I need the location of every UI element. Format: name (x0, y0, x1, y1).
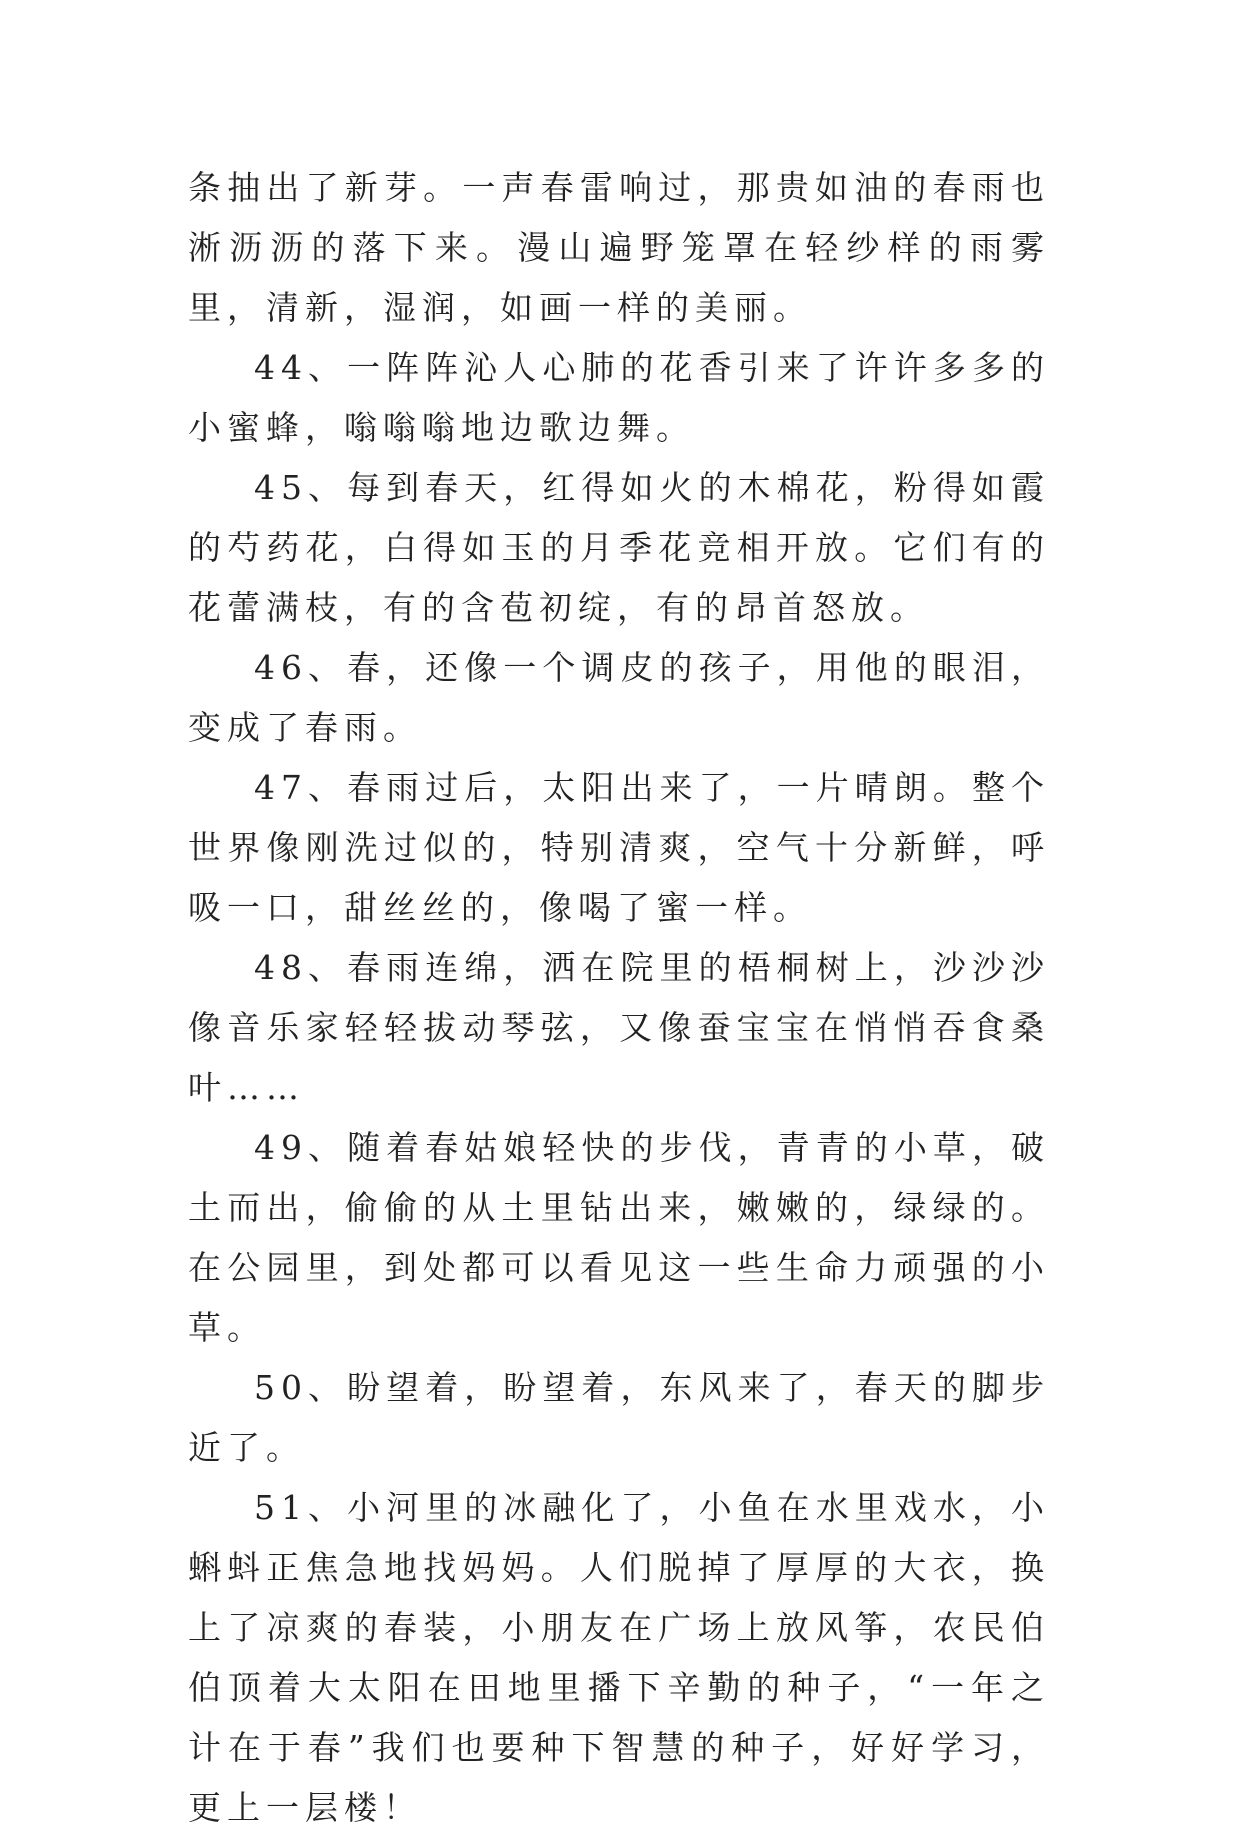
paragraph-44: 44、一阵阵沁人心肺的花香引来了许许多多的小蜜蜂，嗡嗡嗡地边歌边舞。 (188, 348, 1050, 447)
paragraph-48: 48、春雨连绵，洒在院里的梧桐树上，沙沙沙像音乐家轻轻拔动琴弦，又像蚕宝宝在悄悄吞食桑叶…… (188, 948, 1050, 1107)
paragraph-50: 50、盼望着，盼望着，东风来了，春天的脚步近了。 (188, 1368, 1050, 1467)
paragraph-continuation: 条抽出了新芽。一声春雷响过，那贵如油的春雨也淅沥沥的落下来。漫山遍野笼罩在轻纱样的雨雾里，清新，湿润，如画一样的美丽。 (188, 168, 1050, 327)
paragraph-46: 46、春，还像一个调皮的孩子，用他的眼泪，变成了春雨。 (188, 648, 1050, 747)
paragraph-51: 51、小河里的冰融化了，小鱼在水里戏水，小蝌蚪正焦急地找妈妈。人们脱掉了厚厚的大衣，换上了凉爽的春装，小朋友在广场上放风筝，农民伯伯顶着大太阳在田地里播下辛勤的种子，“一年之计在于春”我们也要种下智慧的种子，好好学习，更上一层楼！ (188, 1488, 1050, 1827)
paragraph-49: 49、随着春姑娘轻快的步伐，青青的小草，破土而出，偷偷的从土里钻出来，嫩嫩的，绿绿的。在公园里，到处都可以看见这一些生命力顽强的小草。 (188, 1128, 1050, 1347)
paragraph-47: 47、春雨过后，太阳出来了，一片晴朗。整个世界像刚洗过似的，特别清爽，空气十分新鲜，呼吸一口，甜丝丝的，像喝了蜜一样。 (188, 768, 1050, 927)
document-body (188, 158, 1050, 1838)
paragraph-45: 45、每到春天，红得如火的木棉花，粉得如霞的芍药花，白得如玉的月季花竞相开放。它们有的花蕾满枝，有的含苞初绽，有的昂首怒放。 (188, 468, 1050, 627)
